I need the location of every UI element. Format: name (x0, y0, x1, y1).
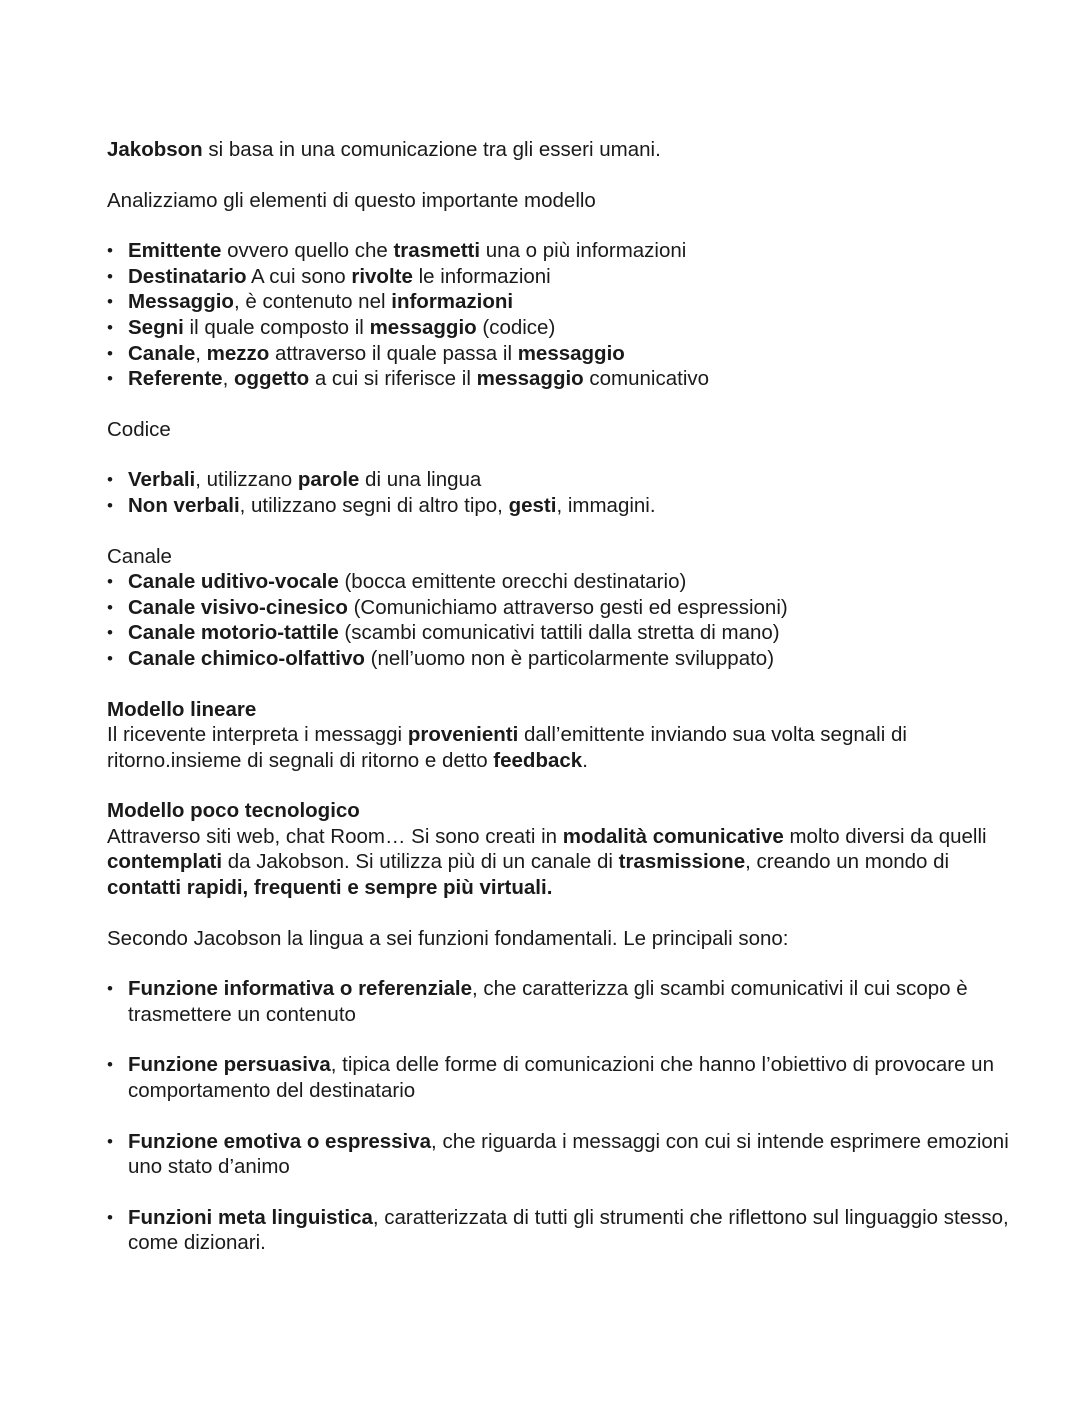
funzioni-list (107, 976, 1020, 1256)
list-item-funzione-emotiva: • Funzione emotiva o espressiva, che riguarda i messaggi con cui si intende esprimere emozioni uno stato d’animo (107, 1129, 1020, 1180)
modello-tecnologico-heading: Modello poco tecnologico (107, 799, 360, 823)
intro-paragraph: Jakobson si basa in una comunicazione tra gli esseri umani. (107, 138, 661, 161)
codice-heading: Codice (107, 417, 171, 441)
list-item-funzione-persuasiva: • Funzione persuasiva, tipica delle forme di comunicazioni che hanno l’obiettivo di provocare un comportamento del destinatario (107, 1052, 1020, 1103)
list-item-segni: • Segni il quale composto il messaggio (codice) (107, 315, 1020, 341)
list-item-canale-motorio: • Canale motorio-tattile (scambi comunicativi tattili dalla stretta di mano) (107, 620, 1020, 646)
funzioni-intro: Secondo Jacobson la lingua a sei funzioni fondamentali. Le principali sono: (107, 926, 789, 950)
modello-lineare-paragraph: Il ricevente interpreta i messaggi provenienti dall’emittente inviando sua volta segnali di ritorno.insieme di segnali di ritorno e detto feedback. (107, 723, 907, 772)
list-item-canale-chimico: • Canale chimico-olfattivo (nell’uomo non è particolarmente sviluppato) (107, 646, 1020, 672)
canale-heading: Canale (107, 544, 172, 568)
canale-list (107, 569, 1020, 671)
list-item-referente: • Referente, oggetto a cui si riferisce il messaggio comunicativo (107, 366, 1020, 392)
list-item-canale-uditivo: • Canale uditivo-vocale (bocca emittente orecchi destinatario) (107, 569, 1020, 595)
list-item-funzione-informativa: • Funzione informativa o referenziale, che caratterizza gli scambi comunicativi il cui scopo è trasmettere un contenuto (107, 976, 1020, 1027)
analyze-paragraph: Analizziamo gli elementi di questo importante modello (107, 188, 596, 212)
elements-list (107, 238, 1020, 392)
list-item-emittente: • Emittente ovvero quello che trasmetti una o più informazioni (107, 238, 1020, 264)
list-item-verbali: • Verbali, utilizzano parole di una lingua (107, 467, 1020, 493)
codice-list (107, 467, 1020, 518)
modello-tecnologico-paragraph: Attraverso siti web, chat Room… Si sono creati in modalità comunicative molto diversi da quelli contemplati da Jakobson. Si utilizza più di un canale di trasmissione, creando un mondo di contatti rapidi, frequenti e sempre più virtuali. (107, 824, 987, 900)
jakobson-bold: Jakobson (107, 138, 203, 161)
list-item-non-verbali: • Non verbali, utilizzano segni di altro tipo, gesti, immagini. (107, 493, 1020, 519)
list-item-funzione-metalinguistica: • Funzioni meta linguistica, caratterizzata di tutti gli strumenti che riflettono sul linguaggio stesso, come dizionari. (107, 1205, 1020, 1256)
list-item-messaggio: • Messaggio, è contenuto nel informazioni (107, 289, 1020, 315)
list-item-canale-visivo: • Canale visivo-cinesico (Comunichiamo attraverso gesti ed espressioni) (107, 595, 1020, 621)
modello-lineare-heading: Modello lineare (107, 697, 257, 721)
list-item-canale: • Canale, mezzo attraverso il quale passa il messaggio (107, 341, 1020, 367)
list-item-destinatario: • Destinatario A cui sono rivolte le informazioni (107, 264, 1020, 290)
